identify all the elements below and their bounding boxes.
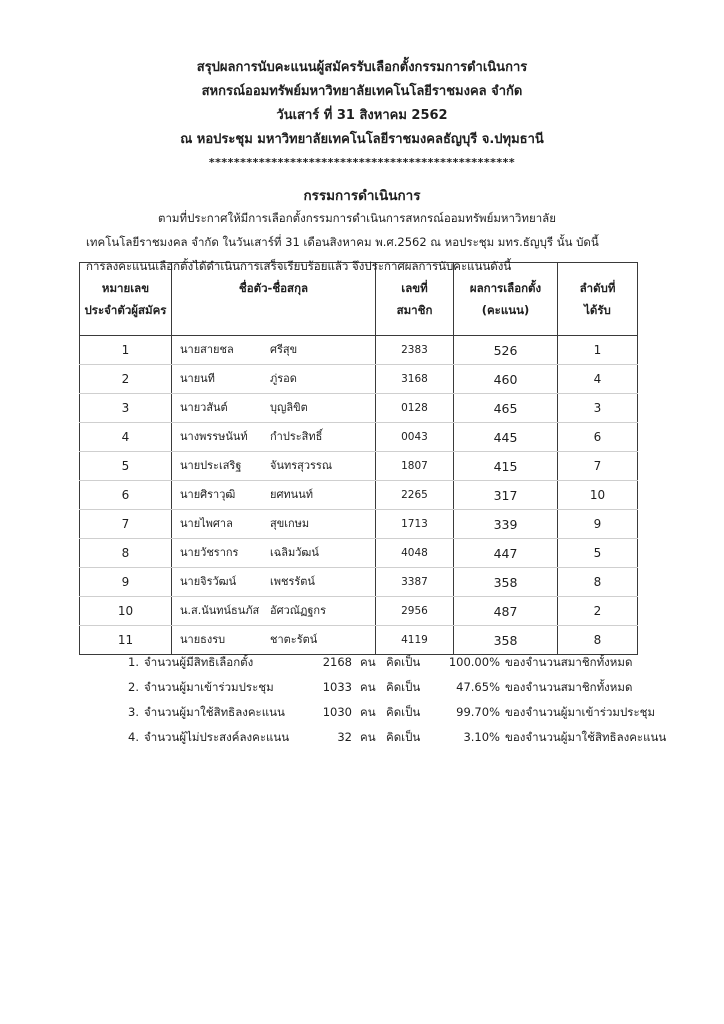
member-number: 2265 bbox=[376, 481, 454, 510]
stat-equals-word: คิดเป็น bbox=[386, 730, 421, 744]
member-number: 1807 bbox=[376, 452, 454, 481]
table-row bbox=[80, 597, 638, 626]
member-number: 4048 bbox=[376, 539, 454, 568]
candidate-number: 1 bbox=[80, 336, 172, 365]
rank: 4 bbox=[558, 365, 638, 394]
stat-percent: 3.10% bbox=[463, 730, 500, 744]
heading-line-2: สหกรณ์ออมทรัพย์มหาวิทยาลัยเทคโนโลยีราชมงคล จำกัด bbox=[201, 84, 523, 99]
stat-percent: 47.65% bbox=[456, 680, 500, 694]
stat-count: 32 bbox=[337, 730, 352, 744]
heading-line-4: ณ หอประชุม มหาวิทยาลัยเทคโนโลยีราชมงคลธัญบุรี จ.ปทุมธานี bbox=[180, 132, 544, 147]
vote-count: 358 bbox=[454, 568, 558, 597]
member-number: 1713 bbox=[376, 510, 454, 539]
stat-unit: คน bbox=[360, 655, 376, 669]
candidate-last-name: กำประสิทธิ์ bbox=[270, 429, 323, 443]
stat-percent: 99.70% bbox=[456, 705, 500, 719]
candidate-number: 9 bbox=[80, 568, 172, 597]
header-number-line-2: ประจำตัวผู้สมัคร bbox=[84, 303, 167, 317]
header-member-line-2: สมาชิก bbox=[396, 303, 433, 317]
candidate-last-name: สุขเกษม bbox=[270, 516, 310, 530]
candidate-first-name: นายธงรบ bbox=[180, 632, 226, 646]
table-row bbox=[80, 510, 638, 539]
candidate-name bbox=[172, 481, 376, 510]
rank: 10 bbox=[558, 481, 638, 510]
vote-count: 460 bbox=[454, 365, 558, 394]
rank: 5 bbox=[558, 539, 638, 568]
stat-unit: คน bbox=[360, 705, 376, 719]
header-rank bbox=[558, 263, 638, 336]
candidate-last-name: ยศทนนท์ bbox=[270, 487, 313, 501]
candidate-first-name: นายศิราวุฒิ bbox=[180, 487, 236, 501]
vote-count: 447 bbox=[454, 539, 558, 568]
header-rank-line-2: ได้รับ bbox=[584, 303, 611, 317]
member-number: 0128 bbox=[376, 394, 454, 423]
table-row bbox=[80, 539, 638, 568]
vote-count: 339 bbox=[454, 510, 558, 539]
stat-count: 2168 bbox=[322, 655, 352, 669]
stat-equals-word: คิดเป็น bbox=[386, 680, 421, 694]
intro-line-3: การลงคะแนนเลือกตั้งได้ดำเนินการเสร็จเรียบร้อยแล้ว จึงประกาศผลการนับคะแนนดังนี้ bbox=[86, 259, 512, 273]
header-rank-line-1: ลำดับที่ bbox=[579, 281, 616, 295]
stat-label: จำนวนผู้มาใช้สิทธิลงคะแนน bbox=[144, 705, 285, 719]
rank: 8 bbox=[558, 626, 638, 655]
candidate-number: 3 bbox=[80, 394, 172, 423]
stat-reference: ของจำนวนสมาชิกทั้งหมด bbox=[505, 655, 633, 669]
vote-count: 358 bbox=[454, 626, 558, 655]
table-row bbox=[80, 365, 638, 394]
candidate-name bbox=[172, 597, 376, 626]
stat-reference: ของจำนวนสมาชิกทั้งหมด bbox=[505, 680, 633, 694]
header-name-text: ชื่อตัว-ชื่อสกุล bbox=[238, 281, 309, 295]
stat-label: จำนวนผู้ไม่ประสงค์ลงคะแนน bbox=[144, 730, 290, 744]
member-number: 3168 bbox=[376, 365, 454, 394]
candidate-number: 10 bbox=[80, 597, 172, 626]
candidate-name bbox=[172, 336, 376, 365]
header-number-line-1: หมายเลข bbox=[101, 281, 150, 295]
rank: 1 bbox=[558, 336, 638, 365]
candidate-name bbox=[172, 510, 376, 539]
candidate-number: 7 bbox=[80, 510, 172, 539]
candidate-number: 8 bbox=[80, 539, 172, 568]
rank: 3 bbox=[558, 394, 638, 423]
vote-count: 465 bbox=[454, 394, 558, 423]
candidate-last-name: เพชรรัตน์ bbox=[270, 574, 315, 588]
stat-index: 3. bbox=[128, 705, 139, 719]
stat-unit: คน bbox=[360, 730, 376, 744]
candidate-name bbox=[172, 423, 376, 452]
candidate-number: 6 bbox=[80, 481, 172, 510]
table-row bbox=[80, 423, 638, 452]
heading-line-3: วันเสาร์ ที่ 31 สิงหาคม 2562 bbox=[276, 108, 448, 123]
stat-unit: คน bbox=[360, 680, 376, 694]
candidate-last-name: ภู่รอด bbox=[270, 371, 297, 385]
table-row bbox=[80, 568, 638, 597]
candidate-name bbox=[172, 568, 376, 597]
star-divider: ************************************************* bbox=[208, 158, 516, 168]
stat-label: จำนวนผู้มีสิทธิเลือกตั้ง bbox=[144, 655, 254, 669]
candidate-first-name: นายวสันต์ bbox=[180, 400, 228, 414]
header-result-line-1: ผลการเลือกตั้ง bbox=[469, 281, 542, 295]
member-number: 4119 bbox=[376, 626, 454, 655]
candidate-first-name: นายไพศาล bbox=[180, 516, 233, 530]
candidate-first-name: นายประเสริฐ bbox=[180, 458, 242, 472]
rank: 2 bbox=[558, 597, 638, 626]
candidate-first-name: นางพรรษนันท์ bbox=[180, 429, 248, 443]
table-row bbox=[80, 394, 638, 423]
stat-index: 4. bbox=[128, 730, 139, 744]
candidate-name bbox=[172, 394, 376, 423]
candidate-first-name: น.ส.นันทน์ธนภัส bbox=[180, 603, 260, 617]
candidate-number: 11 bbox=[80, 626, 172, 655]
candidate-first-name: นายวัชรากร bbox=[180, 545, 239, 559]
results-table bbox=[79, 262, 638, 655]
candidate-last-name: ชาตะรัตน์ bbox=[270, 632, 318, 646]
heading-line-1: สรุปผลการนับคะแนนผู้สมัครรับเลือกตั้งกรรมการดำเนินการ bbox=[196, 60, 528, 75]
table-row bbox=[80, 336, 638, 365]
stat-label: จำนวนผู้มาเข้าร่วมประชุม bbox=[144, 680, 274, 694]
candidate-name bbox=[172, 452, 376, 481]
member-number: 2383 bbox=[376, 336, 454, 365]
candidate-last-name: ศรีสุข bbox=[270, 342, 298, 356]
stat-equals-word: คิดเป็น bbox=[386, 705, 421, 719]
stat-index: 1. bbox=[128, 655, 139, 669]
candidate-last-name: อัศวณัฏฐกร bbox=[270, 603, 326, 617]
rank: 8 bbox=[558, 568, 638, 597]
intro-line-1: ตามที่ประกาศให้มีการเลือกตั้งกรรมการดำเนินการสหกรณ์ออมทรัพย์มหาวิทยาลัย bbox=[158, 211, 556, 225]
candidate-first-name: นายสายชล bbox=[180, 342, 234, 356]
stat-reference: ของจำนวนผู้มาใช้สิทธิลงคะแนน bbox=[505, 730, 667, 744]
candidate-name bbox=[172, 365, 376, 394]
rank: 7 bbox=[558, 452, 638, 481]
candidate-first-name: นายจิรวัฒน์ bbox=[180, 574, 237, 588]
stat-count: 1030 bbox=[322, 705, 352, 719]
table-row bbox=[80, 452, 638, 481]
candidate-first-name: นายนที bbox=[180, 371, 215, 385]
header-member-line-1: เลขที่ bbox=[401, 281, 428, 295]
stat-count: 1033 bbox=[322, 680, 352, 694]
vote-count: 317 bbox=[454, 481, 558, 510]
candidate-number: 2 bbox=[80, 365, 172, 394]
member-number: 2956 bbox=[376, 597, 454, 626]
header-result-line-2: (คะแนน) bbox=[481, 303, 530, 317]
vote-count: 415 bbox=[454, 452, 558, 481]
vote-count: 487 bbox=[454, 597, 558, 626]
stat-index: 2. bbox=[128, 680, 139, 694]
candidate-number: 5 bbox=[80, 452, 172, 481]
rank: 9 bbox=[558, 510, 638, 539]
vote-count: 445 bbox=[454, 423, 558, 452]
member-number: 3387 bbox=[376, 568, 454, 597]
rank: 6 bbox=[558, 423, 638, 452]
table-row bbox=[80, 481, 638, 510]
stat-reference: ของจำนวนผู้มาเข้าร่วมประชุม bbox=[505, 705, 656, 719]
member-number: 0043 bbox=[376, 423, 454, 452]
stat-equals-word: คิดเป็น bbox=[386, 655, 421, 669]
stat-percent: 100.00% bbox=[448, 655, 500, 669]
candidate-last-name: บุญลิขิต bbox=[270, 400, 308, 414]
candidate-name bbox=[172, 539, 376, 568]
candidate-number: 4 bbox=[80, 423, 172, 452]
candidate-last-name: เฉลิมวัฒน์ bbox=[270, 545, 319, 559]
candidate-last-name: จันทรสุวรรณ bbox=[270, 458, 333, 472]
vote-count: 526 bbox=[454, 336, 558, 365]
section-title: กรรมการดำเนินการ bbox=[303, 188, 421, 204]
intro-line-2: เทคโนโลยีราชมงคล จำกัด ในวันเสาร์ที่ 31 เดือนสิงหาคม พ.ศ.2562 ณ หอประชุม มทร.ธัญบุรี นั้น บัดนี้ bbox=[86, 235, 599, 249]
